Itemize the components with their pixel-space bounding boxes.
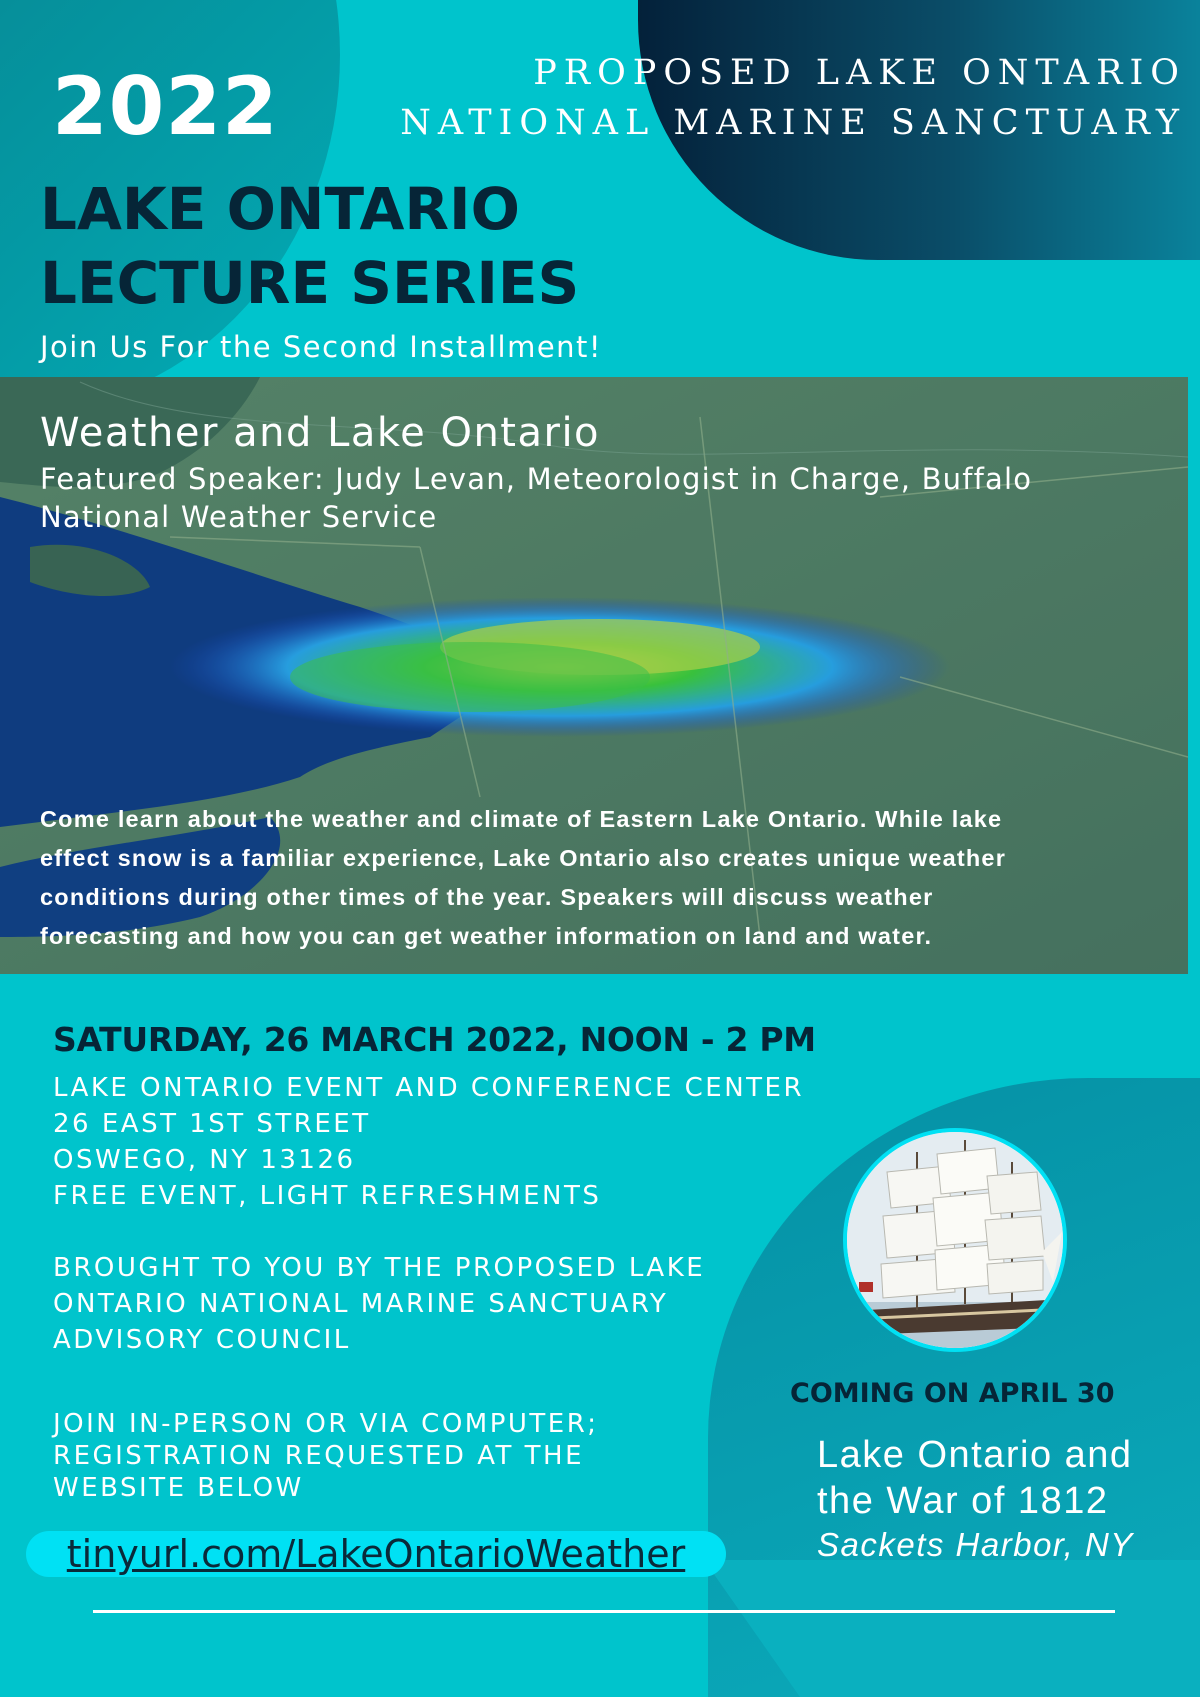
sponsor-line: BROUGHT TO YOU BY THE PROPOSED LAKE [53,1253,706,1283]
next-lecture-title-line-1: Lake Ontario and [817,1434,1133,1476]
description-line: Come learn about the weather and climate of Eastern Lake Ontario. While lake [40,806,1003,832]
registration-details [53,1408,599,1504]
description-line: forecasting and how you can get weather information on land and water. [40,923,933,949]
lecture-description [40,800,1170,956]
featured-speaker [40,460,1190,536]
series-title-line-2: LECTURE SERIES [40,249,580,317]
registration-line: JOIN IN-PERSON OR VIA COMPUTER; [53,1409,599,1439]
ship-painting-image [843,1128,1067,1352]
sponsor-line: ADVISORY COUNCIL [53,1325,351,1355]
venue-details [53,1070,804,1214]
featured-speaker-line-2: National Weather Service [40,500,438,534]
registration-line: REGISTRATION REQUESTED AT THE [53,1441,584,1471]
sanctuary-heading [400,48,1186,148]
lecture-title: Weather and Lake Ontario [40,410,601,456]
series-title-line-1: LAKE ONTARIO [40,175,520,243]
next-lecture-title-line-2: the War of 1812 [817,1480,1109,1522]
description-line: effect snow is a familiar experience, Lake Ontario also creates unique weather [40,845,1007,871]
sanctuary-heading-line-2: NATIONAL MARINE SANCTUARY [400,103,1186,143]
description-line: conditions during other times of the year. Speakers will discuss weather [40,884,934,910]
sponsor-line: ONTARIO NATIONAL MARINE SANCTUARY [53,1289,669,1319]
sanctuary-heading-line-1: PROPOSED LAKE ONTARIO [533,53,1186,93]
ship-illustration [847,1132,1063,1348]
venue-line: OSWEGO, NY 13126 [53,1145,356,1175]
next-lecture-title [817,1432,1133,1524]
event-date-time: SATURDAY, 26 MARCH 2022, NOON - 2 PM [53,1020,816,1059]
bottom-divider [93,1610,1115,1613]
coming-soon-label: COMING ON APRIL 30 [790,1378,1115,1409]
registration-line: WEBSITE BELOW [53,1473,304,1503]
venue-line: FREE EVENT, LIGHT REFRESHMENTS [53,1181,602,1211]
next-lecture-location: Sackets Harbor, NY [817,1526,1134,1563]
registration-link[interactable]: tinyurl.com/LakeOntarioWeather [66,1532,686,1576]
venue-line: LAKE ONTARIO EVENT AND CONFERENCE CENTER [53,1073,805,1103]
sponsor-details [53,1250,705,1358]
series-title [40,172,579,320]
featured-speaker-line-1: Featured Speaker: Judy Levan, Meteorologist in Charge, Buffalo [40,462,1033,496]
venue-line: 26 EAST 1ST STREET [53,1109,371,1139]
join-subtitle: Join Us For the Second Installment! [40,330,603,364]
year-heading: 2022 [52,60,279,153]
